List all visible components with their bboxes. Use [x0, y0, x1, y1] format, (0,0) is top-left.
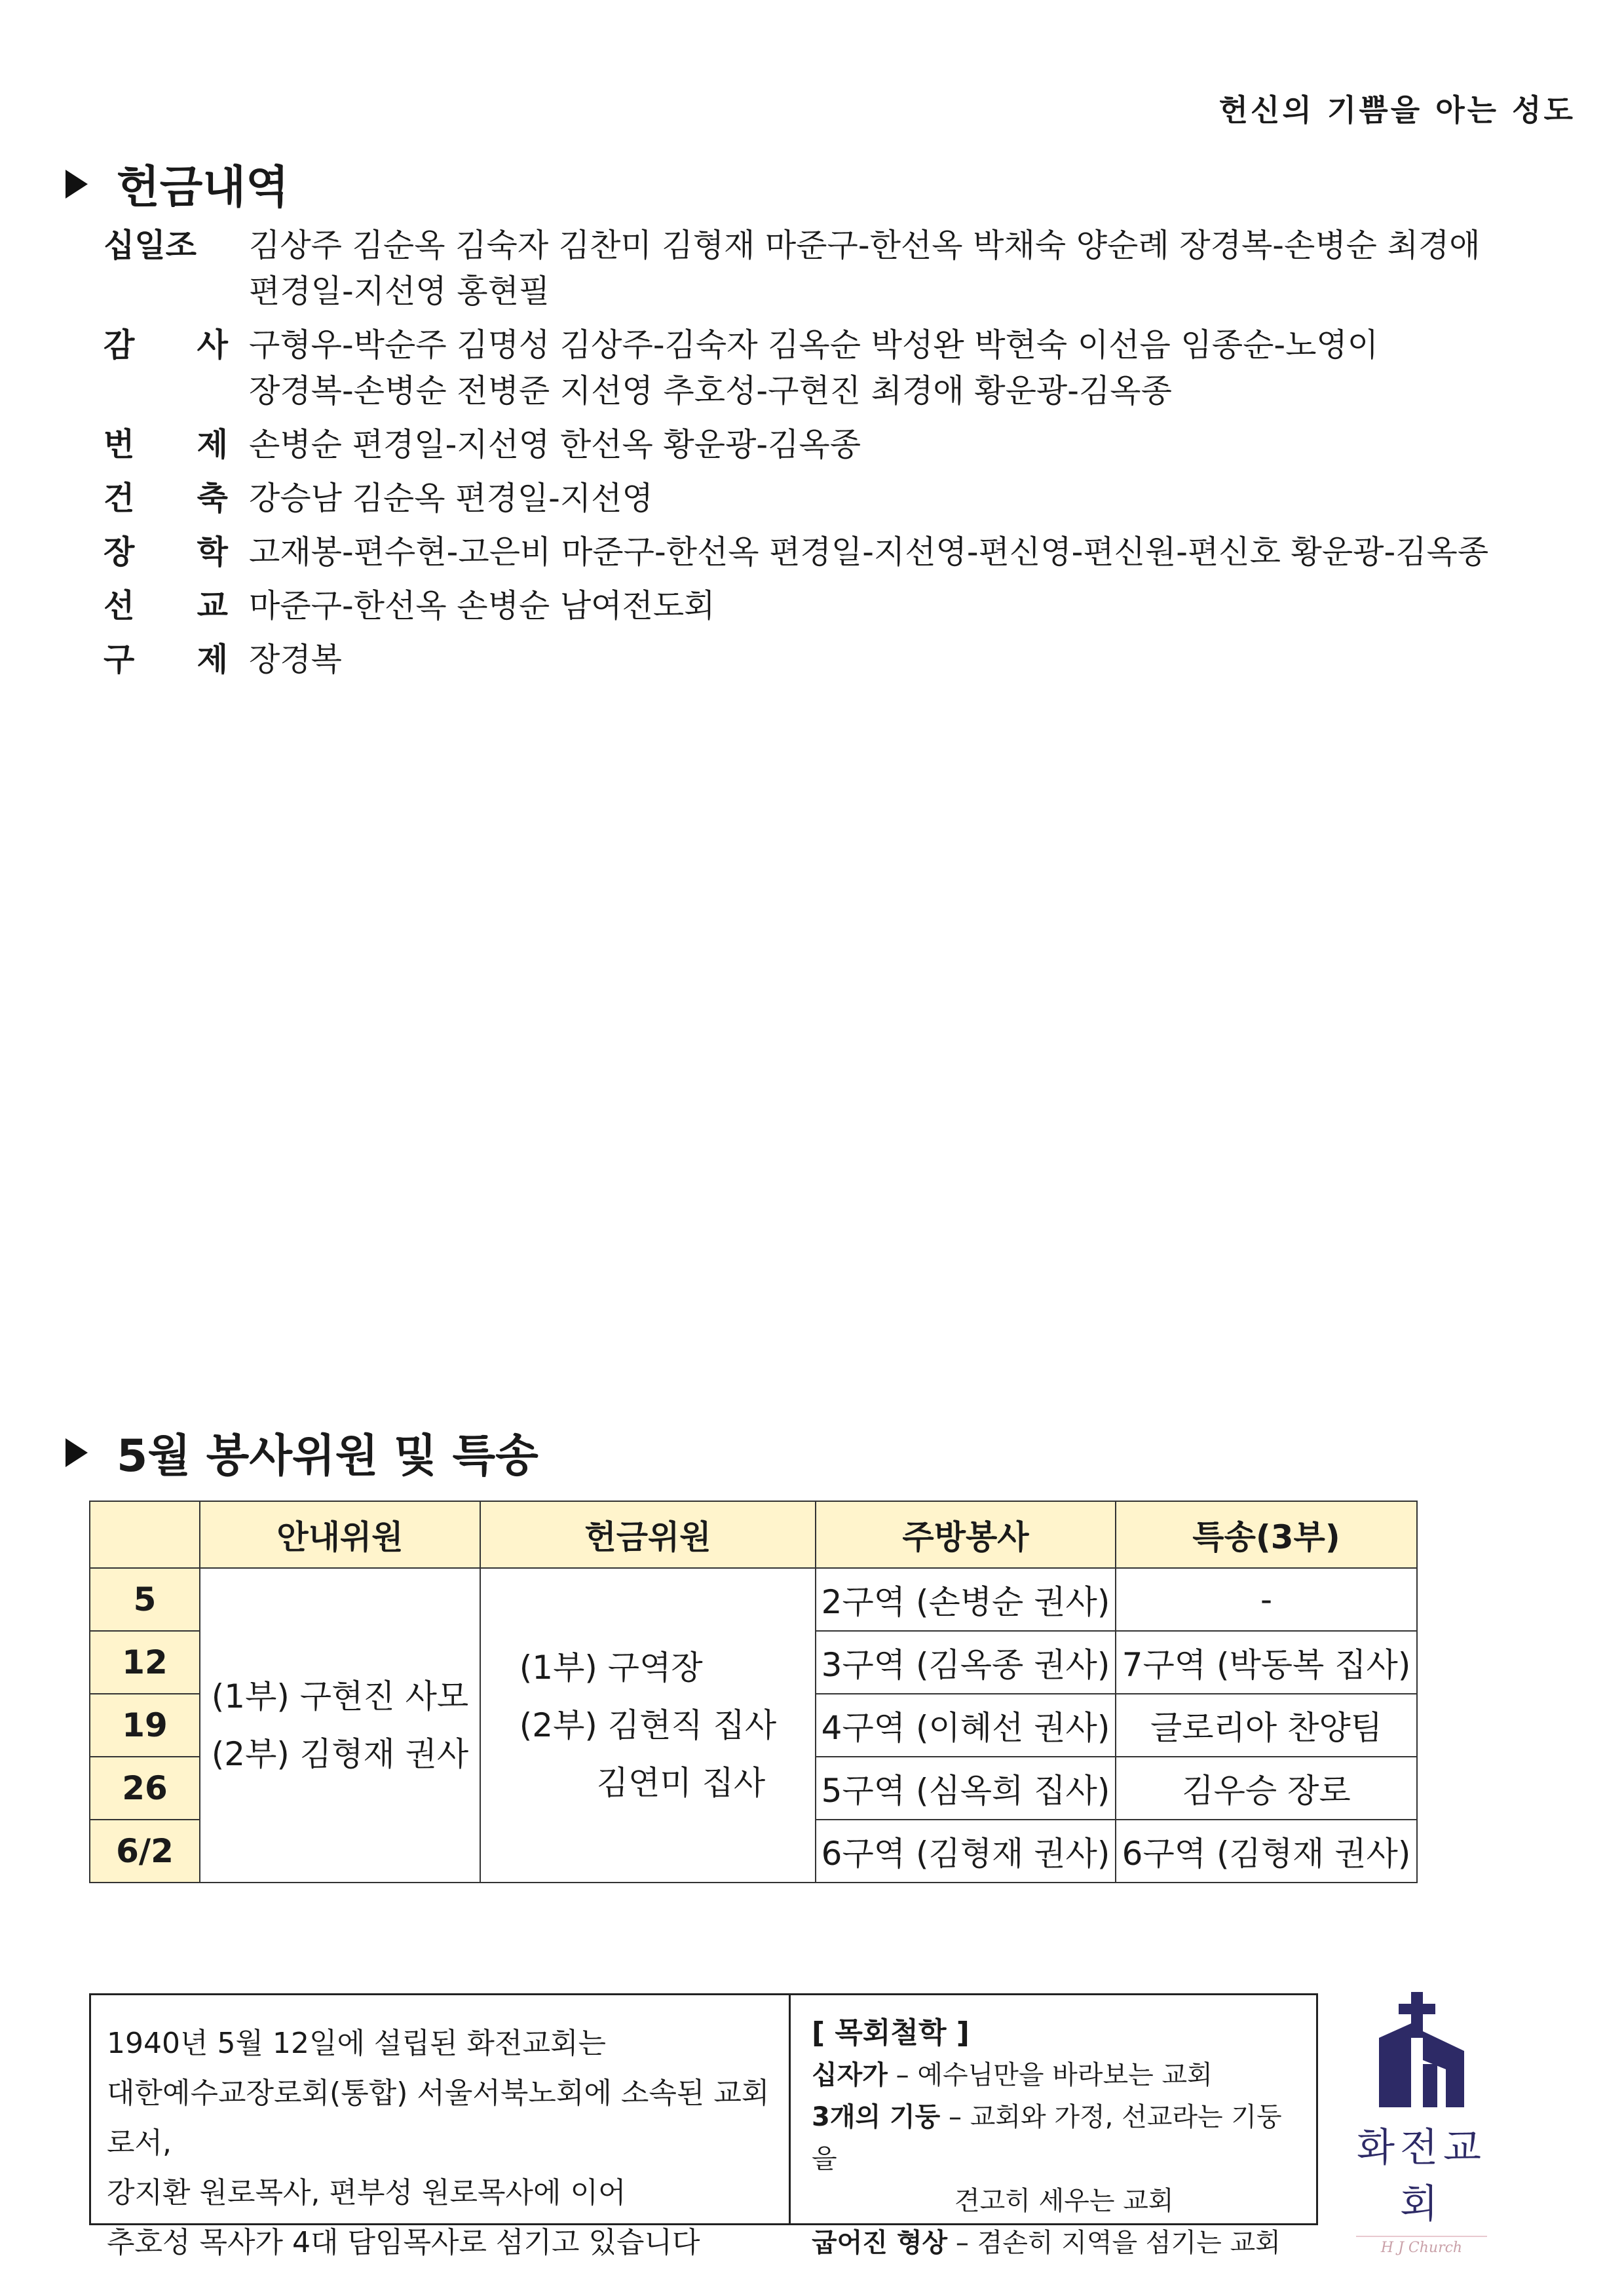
usher-name: (2부) 김형재 권사	[211, 1735, 469, 1773]
offering-names: 마준구-한선옥 손병순 남여전도회	[249, 587, 715, 624]
kitchen-cell: 6구역 (김형재 권사)	[816, 1820, 1116, 1883]
service-section-title	[66, 1421, 538, 1484]
offering-label: 장 학	[104, 533, 228, 571]
offering-label: 번 제	[104, 426, 228, 463]
offerings-section-title	[66, 152, 289, 216]
philosophy-item	[812, 2054, 1303, 2096]
philosophy-key: 십자가	[812, 2060, 888, 2090]
ministry-philosophy	[791, 1995, 1316, 2258]
offering-label: 감 사	[104, 326, 228, 364]
offering-label: 선 교	[104, 587, 228, 624]
offering-label: 구 제	[104, 641, 228, 678]
philosophy-key: 굽어진 형상	[812, 2228, 948, 2258]
table-header-row	[90, 1501, 1417, 1568]
philosophy-key: 3개의 기둥	[812, 2102, 941, 2132]
offering-keepers-cell	[480, 1568, 816, 1883]
special-song-cell: 김우승 장로	[1116, 1757, 1417, 1820]
service-table	[89, 1501, 1418, 1883]
date-cell: 6/2	[90, 1820, 200, 1883]
philosophy-title: [ 목회철학 ]	[812, 2016, 970, 2050]
church-logo	[1336, 1992, 1507, 2256]
history-line: 추호성 목사가 4대 담임목사로 섬기고 있습니다	[107, 2226, 700, 2259]
table-row	[90, 1568, 1417, 1631]
date-cell: 19	[90, 1694, 200, 1757]
triangle-bullet-icon	[66, 1438, 88, 1467]
date-cell: 26	[90, 1757, 200, 1820]
date-cell: 5	[90, 1568, 200, 1631]
philosophy-item	[812, 2096, 1303, 2180]
offering-label: 건 축	[104, 480, 228, 517]
history-line: 1940년 5월 12일에 설립된 화전교회는	[107, 2027, 606, 2060]
ushers-cell	[200, 1568, 480, 1883]
history-line: 대한예수교장로회(통합) 서울서북노회에 소속된 교회로서,	[107, 2076, 770, 2160]
offering-names: 강승남 김순옥 편경일-지선영	[249, 480, 653, 517]
church-info-box	[89, 1993, 1318, 2259]
logo-subtitle: H J Church	[1380, 2240, 1463, 2256]
offering-names: 고재봉-편수현-고은비 마준구-한선옥 편경일-지선영-편신영-편신원-편신호 황운광-김옥종	[249, 533, 1489, 571]
special-song-cell: -	[1116, 1568, 1417, 1631]
table-header: 특송(3부)	[1116, 1501, 1417, 1568]
keeper-name: 김연미 집사	[596, 1764, 766, 1802]
table-header	[90, 1501, 200, 1568]
history-line: 강지환 원로목사, 편부성 원로목사에 이어	[107, 2176, 626, 2210]
offering-label: 십일조	[104, 227, 197, 264]
triangle-bullet-icon	[66, 170, 88, 199]
kitchen-cell: 4구역 (이혜선 권사)	[816, 1694, 1116, 1757]
offering-names: 장경복	[249, 641, 343, 678]
offerings-list	[104, 223, 1519, 691]
service-title: 5월 봉사위원 및 특송	[117, 1430, 538, 1482]
offering-row-tithe	[104, 223, 1519, 315]
kitchen-cell: 2구역 (손병순 권사)	[816, 1568, 1116, 1631]
church-cross-icon	[1366, 1992, 1477, 2110]
philosophy-value: – 겸손히 지역을 섬기는 교회	[947, 2228, 1281, 2258]
offering-row-burnt	[104, 422, 1519, 468]
offering-row-building	[104, 476, 1519, 522]
usher-name: (1부) 구현진 사모	[211, 1677, 469, 1715]
date-cell: 12	[90, 1631, 200, 1694]
offering-row-thanks	[104, 322, 1519, 414]
offering-names: 손병순 편경일-지선영 한선옥 황운광-김옥종	[249, 426, 861, 463]
offering-row-mission	[104, 583, 1519, 629]
philosophy-item	[812, 2222, 1303, 2264]
logo-name: 화전교회	[1357, 2125, 1486, 2227]
special-song-cell: 글로리아 찬양팀	[1116, 1694, 1417, 1757]
church-history	[91, 1995, 791, 2259]
table-header: 헌금위원	[480, 1501, 816, 1568]
philosophy-value: – 교회와 가정, 선교라는 기둥을	[812, 2102, 1282, 2174]
offering-row-scholarship	[104, 529, 1519, 575]
table-header: 안내위원	[200, 1501, 480, 1568]
offering-names: 김상주 김순옥 김숙자 김찬미 김형재 마준구-한선옥 박채숙 양순례 장경복-손병순 최경애 편경일-지선영 홍현필	[249, 227, 1481, 310]
offerings-title: 헌금내역	[117, 162, 289, 214]
logo-divider	[1356, 2236, 1487, 2237]
offering-names: 구형우-박순주 김명성 김상주-김숙자 김옥순 박성완 박현숙 이선음 임종순-노영이 장경복-손병순 전병준 지선영 추호성-구현진 최경애 황운광-김옥종	[249, 326, 1379, 410]
table-header: 주방봉사	[816, 1501, 1116, 1568]
philosophy-value: – 예수님만을 바라보는 교회	[887, 2060, 1213, 2090]
special-song-cell: 7구역 (박동복 집사)	[1116, 1631, 1417, 1694]
motto-text: 헌신의 기쁨을 아는 성도	[1218, 92, 1576, 128]
keeper-name: (1부) 구역장	[519, 1649, 703, 1687]
offering-row-relief	[104, 637, 1519, 683]
special-song-cell: 6구역 (김형재 권사)	[1116, 1820, 1417, 1883]
kitchen-cell: 3구역 (김옥종 권사)	[816, 1631, 1116, 1694]
kitchen-cell: 5구역 (심옥희 집사)	[816, 1757, 1116, 1820]
keeper-name: (2부) 김현직 집사	[519, 1706, 777, 1744]
philosophy-continuation: 견고히 세우는 교회	[954, 2186, 1174, 2216]
